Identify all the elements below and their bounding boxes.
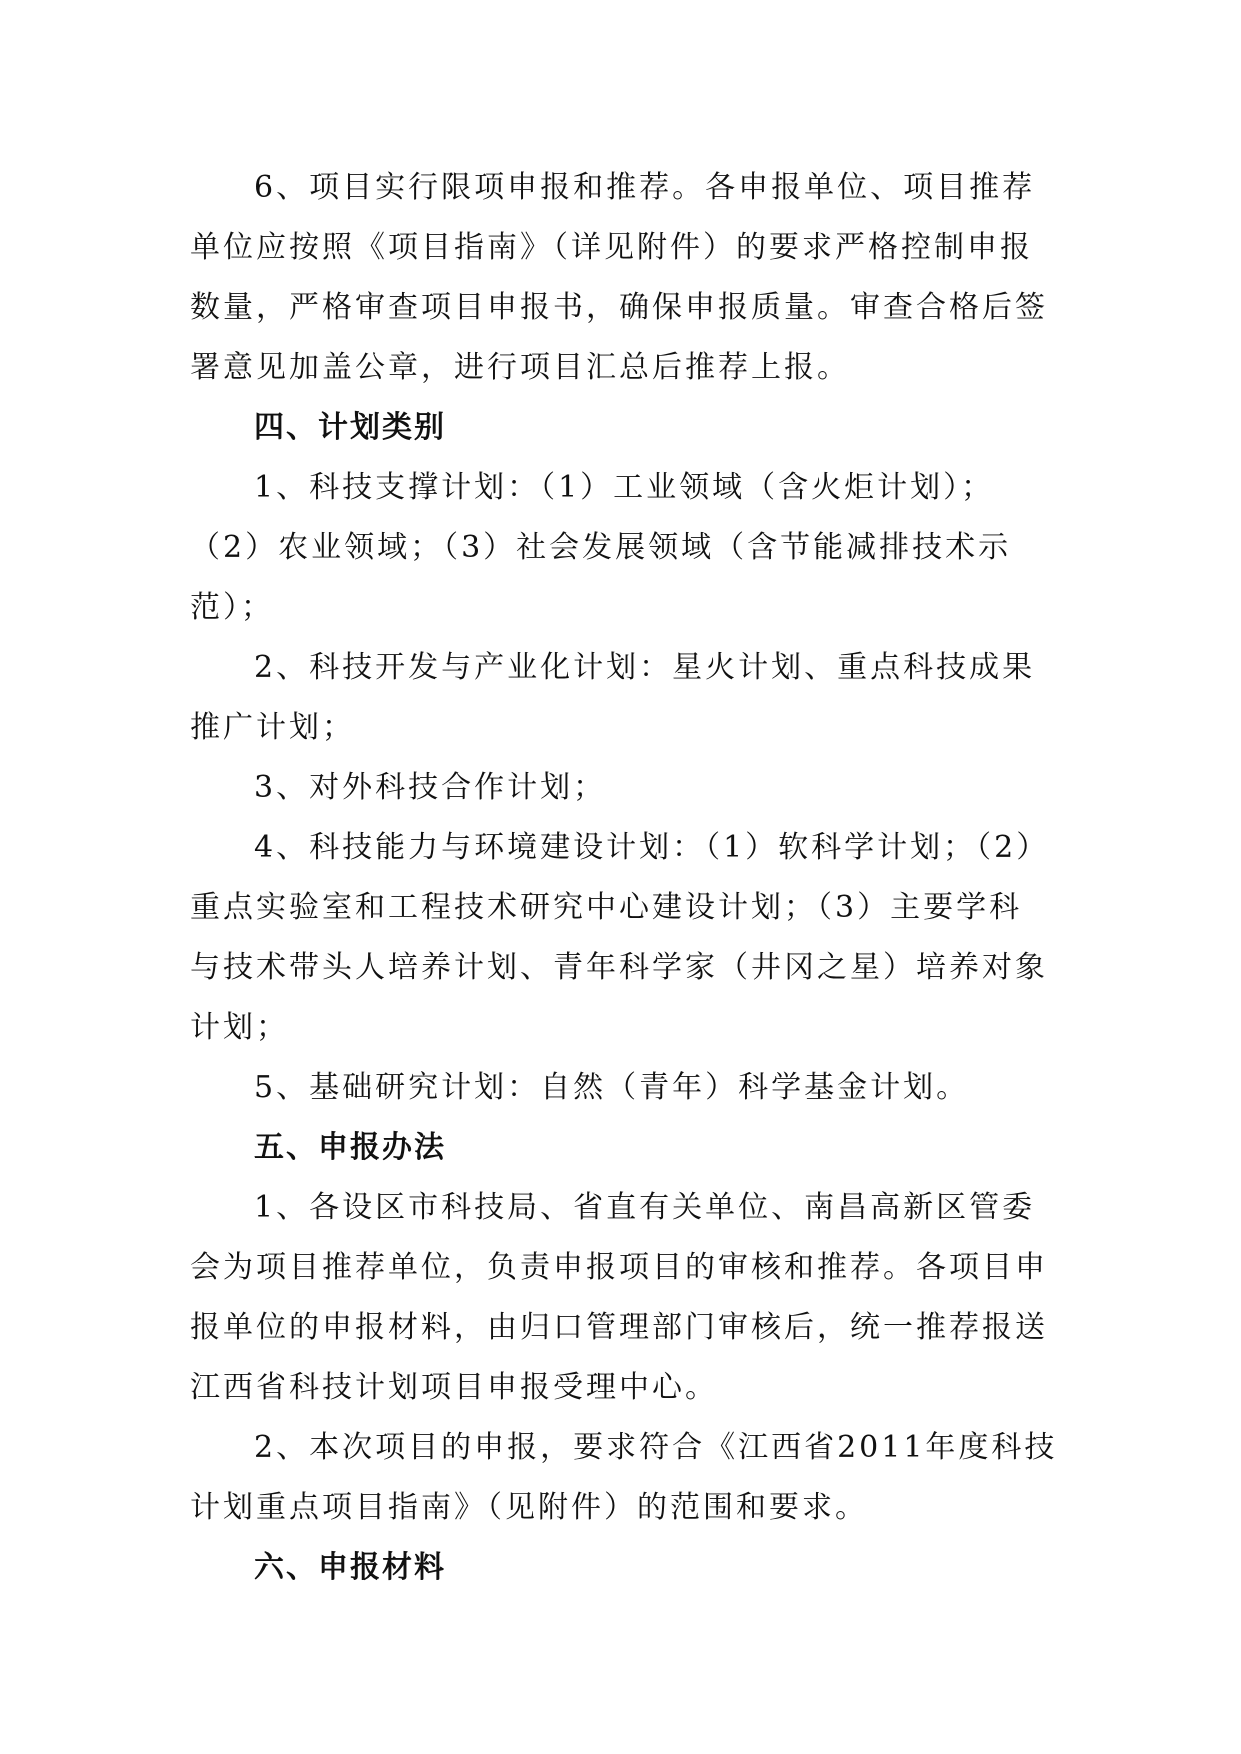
paragraph-line: 与技术带头人培养计划、青年科学家（井冈之星）培养对象: [190, 950, 1048, 985]
section-heading: 五、申报办法: [254, 1130, 446, 1165]
paragraph-line: 推广计划；: [190, 710, 355, 745]
paragraph-line: 4、科技能力与环境建设计划：（1）软科学计划；（2）: [254, 830, 1050, 865]
section-heading: 六、申报材料: [254, 1550, 446, 1585]
paragraph-line: （2）农业领域；（3）社会发展领域（含节能减排技术示: [190, 530, 1012, 565]
paragraph-line: 单位应按照《项目指南》（详见附件）的要求严格控制申报: [190, 230, 1033, 265]
paragraph-line: 5、基础研究计划：自然（青年）科学基金计划。: [254, 1070, 970, 1105]
paragraph-line: 重点实验室和工程技术研究中心建设计划；（3）主要学科: [190, 890, 1023, 925]
paragraph-line: 报单位的申报材料，由归口管理部门审核后，统一推荐报送: [190, 1310, 1048, 1345]
paragraph-line: 会为项目推荐单位，负责申报项目的审核和推荐。各项目申: [190, 1250, 1048, 1285]
paragraph-line: 2、科技开发与产业化计划：星火计划、重点科技成果: [254, 650, 1036, 685]
paragraph-line: 1、各设区市科技局、省直有关单位、南昌高新区管委: [254, 1190, 1036, 1225]
paragraph-line: 署意见加盖公章，进行项目汇总后推荐上报。: [190, 350, 850, 385]
section-heading: 四、计划类别: [254, 410, 446, 445]
paragraph-line: 3、对外科技合作计划；: [254, 770, 607, 805]
paragraph-line: 1、科技支撑计划：（1）工业领域（含火炬计划）；: [254, 470, 995, 505]
paragraph-line: 6、项目实行限项申报和推荐。各申报单位、项目推荐: [254, 170, 1036, 205]
paragraph-line: 江西省科技计划项目申报受理中心。: [190, 1370, 718, 1405]
paragraph-line: 范）；: [190, 590, 274, 625]
paragraph-line: 计划重点项目指南》（见附件）的范围和要求。: [190, 1490, 868, 1525]
paragraph-line: 2、本次项目的申报，要求符合《江西省2011年度科技: [254, 1430, 1058, 1465]
document-body: [190, 158, 1060, 1598]
paragraph-line: 计划；: [190, 1010, 289, 1045]
paragraph-line: 数量，严格审查项目申报书，确保申报质量。审查合格后签: [190, 290, 1048, 325]
